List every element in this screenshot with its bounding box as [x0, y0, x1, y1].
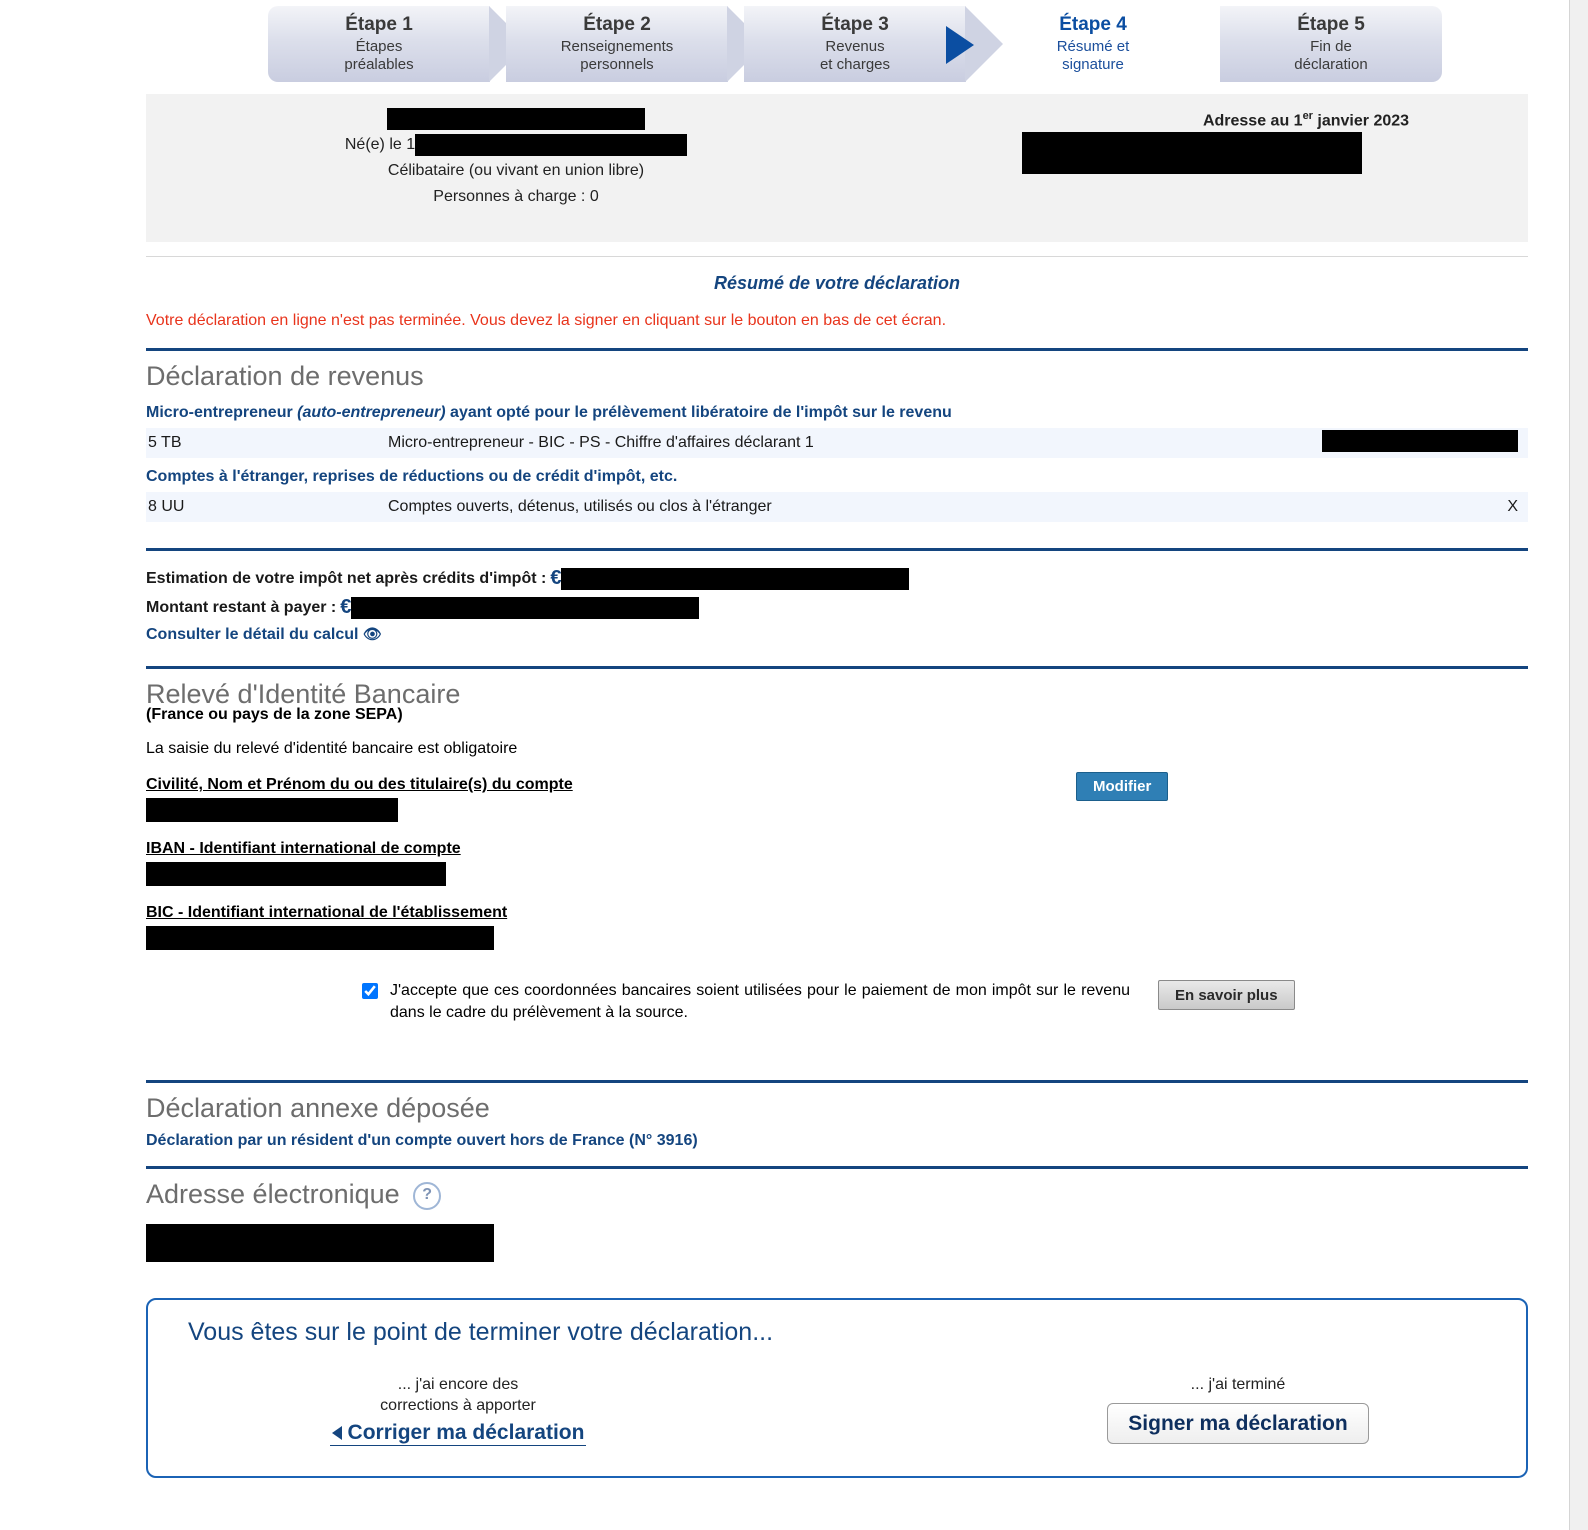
section-title-rib: Relevé d'Identité Bancaire	[146, 679, 461, 709]
estimation-value-redaction-bar	[561, 568, 909, 590]
step-3-subtitle	[820, 38, 890, 74]
annexe-3916-link[interactable]: Déclaration par un résident d'un compte ouvert hors de France (N° 3916)	[146, 1132, 698, 1149]
step-4-sub-line2: signature	[1062, 56, 1124, 73]
step-5-subtitle	[1294, 38, 1367, 74]
remaining-line	[146, 596, 1528, 619]
row-8uu-label: Comptes ouverts, détenus, utilisés ou clos à l'étranger	[388, 498, 772, 515]
step-2[interactable]	[506, 6, 728, 82]
step-1-subtitle	[344, 38, 413, 74]
section-title-email	[146, 1179, 1528, 1210]
step-3[interactable]	[744, 6, 966, 82]
address-label-sup: er	[1302, 110, 1313, 122]
divider-blue-1	[146, 348, 1528, 351]
section-title-annexe: Déclaration annexe déposée	[146, 1093, 490, 1123]
divider-blue-2	[146, 548, 1528, 551]
rib-mandatory-text: La saisie du relevé d'identité bancaire est obligatoire	[146, 740, 518, 757]
final-panel-title: Vous êtes sur le point de terminer votre déclaration...	[188, 1318, 774, 1346]
consent-row	[146, 980, 1528, 1024]
step-2-subtitle	[561, 38, 674, 74]
taxpayer-marital-status: Célibataire (ou vivant en union libre)	[387, 162, 645, 179]
main-content	[146, 256, 1528, 1262]
step-3-title: Étape 3	[821, 14, 889, 35]
step-2-sub-line1: Renseignements	[560, 38, 674, 55]
row-5tb-value-redaction-bar	[1322, 430, 1518, 452]
final-left-line2: corrections à apporter	[380, 1397, 536, 1414]
remaining-euro-symbol: €	[340, 596, 352, 618]
final-right-line1: ... j'ai terminé	[1190, 1376, 1286, 1393]
final-right-block	[1088, 1374, 1388, 1444]
rib-iban-label: IBAN - Identifiant international de compte	[146, 840, 461, 857]
step-4-title: Étape 4	[1059, 14, 1127, 35]
signer-declaration-button[interactable]: Signer ma déclaration	[1107, 1403, 1368, 1444]
current-step-arrow-icon	[946, 26, 974, 64]
final-left-line1: ... j'ai encore des	[397, 1376, 519, 1393]
birthdate-redaction-bar	[415, 134, 687, 156]
step-3-sub-line2: et charges	[819, 56, 891, 73]
remaining-value-redaction-bar	[351, 597, 699, 619]
vertical-scrollbar[interactable]	[1569, 0, 1588, 1530]
detail-calcul-link-label: Consulter le détail du calcul	[146, 626, 359, 643]
email-heading-label: Adresse électronique	[146, 1179, 400, 1209]
revenus-row-8uu	[146, 492, 1528, 522]
address-label-before: Adresse au 1	[1202, 112, 1303, 130]
eye-icon: 👁	[362, 626, 382, 643]
step-1-sub-line1: Étapes	[355, 38, 403, 55]
step-1-title: Étape 1	[345, 14, 413, 35]
modifier-button[interactable]: Modifier	[1076, 772, 1168, 801]
rib-holder-redaction-bar	[146, 798, 398, 822]
address-label-after: janvier 2023	[1312, 112, 1410, 130]
row-5tb-label: Micro-entrepreneur - BIC - PS - Chiffre d'affaires déclarant 1	[388, 434, 814, 451]
consent-checkbox[interactable]	[362, 983, 378, 999]
rib-bic-redaction-bar	[146, 926, 494, 950]
row-5tb-code: 5 TB	[148, 434, 182, 451]
remaining-label: Montant restant à payer :	[146, 598, 337, 616]
rib-bic-label: BIC - Identifiant international de l'établissement	[146, 904, 508, 921]
rib-subheading: (France ou pays de la zone SEPA)	[146, 706, 403, 723]
step-2-sub-line2: personnels	[580, 56, 654, 73]
step-4-subtitle	[1057, 38, 1130, 74]
group1-title-rest: ayant opté pour le prélèvement libératoire de l'impôt sur le revenu	[445, 404, 952, 421]
revenus-group1-title	[146, 404, 1528, 422]
progress-stepper	[0, 0, 1588, 84]
estimation-euro-symbol: €	[550, 567, 562, 589]
taxpayer-identity-band	[146, 94, 1528, 242]
address-label	[1046, 110, 1566, 130]
summary-title: Résumé de votre déclaration	[713, 273, 961, 293]
step-1[interactable]	[268, 6, 490, 82]
step-4[interactable]	[982, 6, 1204, 82]
step-4-sub-line1: Résumé et	[1056, 38, 1130, 55]
detail-calcul-link[interactable]	[146, 625, 382, 644]
divider-blue-3	[146, 666, 1528, 669]
consent-text: J'accepte que ces coordonnées bancaires soient utilisées pour le paiement de mon impôt sur le revenu dans le cadre du prélèvement à la source.	[390, 982, 1130, 1021]
step-5-title: Étape 5	[1297, 14, 1365, 35]
taxpayer-name-redacted	[146, 106, 886, 132]
final-actions-panel	[146, 1298, 1528, 1478]
taxpayer-birthdate	[146, 132, 886, 158]
divider-blue-4	[146, 1080, 1528, 1083]
step-5[interactable]	[1220, 6, 1442, 82]
final-left-block	[308, 1374, 608, 1446]
row-8uu-code: 8 UU	[148, 498, 185, 515]
left-arrow-icon	[332, 1426, 342, 1440]
rib-iban-redaction-bar	[146, 862, 446, 886]
section-title-revenus: Déclaration de revenus	[146, 361, 424, 391]
divider-blue-5	[146, 1166, 1528, 1169]
corriger-declaration-label: Corriger ma déclaration	[347, 1421, 585, 1444]
email-redaction-bar	[146, 1224, 494, 1262]
step-2-title: Étape 2	[583, 14, 651, 35]
row-8uu-value: X	[1507, 498, 1518, 515]
help-icon[interactable]: ?	[413, 1182, 441, 1210]
step-1-sub-line2: préalables	[344, 56, 414, 73]
name-redaction-bar	[387, 108, 645, 130]
revenus-row-5tb	[146, 428, 1528, 458]
en-savoir-plus-button[interactable]: En savoir plus	[1158, 980, 1295, 1010]
step-3-sub-line1: Revenus	[825, 38, 885, 55]
estimation-line	[146, 567, 1528, 590]
estimation-label: Estimation de votre impôt net après crédits d'impôt :	[146, 569, 547, 587]
taxpayer-identity-left	[146, 106, 886, 210]
step-5-sub-line1: Fin de	[1310, 38, 1352, 55]
group1-title-italic: (auto-entrepreneur)	[297, 404, 446, 421]
birth-label: Né(e) le 1	[344, 136, 416, 153]
taxpayer-dependents: Personnes à charge : 0	[433, 188, 599, 205]
corriger-declaration-button[interactable]	[330, 1422, 587, 1446]
step-5-sub-line2: déclaration	[1294, 56, 1368, 73]
address-redaction-bar	[1022, 132, 1362, 174]
not-finished-warning: Votre déclaration en ligne n'est pas terminée. Vous devez la signer en cliquant sur le bouton en bas de cet écran.	[146, 312, 947, 329]
rib-holder-label: Civilité, Nom et Prénom du ou des titulaire(s) du compte	[146, 776, 573, 793]
divider-light	[146, 256, 1528, 257]
group1-title-strong: Micro-entrepreneur	[146, 404, 298, 421]
revenus-group2-title: Comptes à l'étranger, reprises de réductions ou de crédit d'impôt, etc.	[146, 468, 678, 485]
